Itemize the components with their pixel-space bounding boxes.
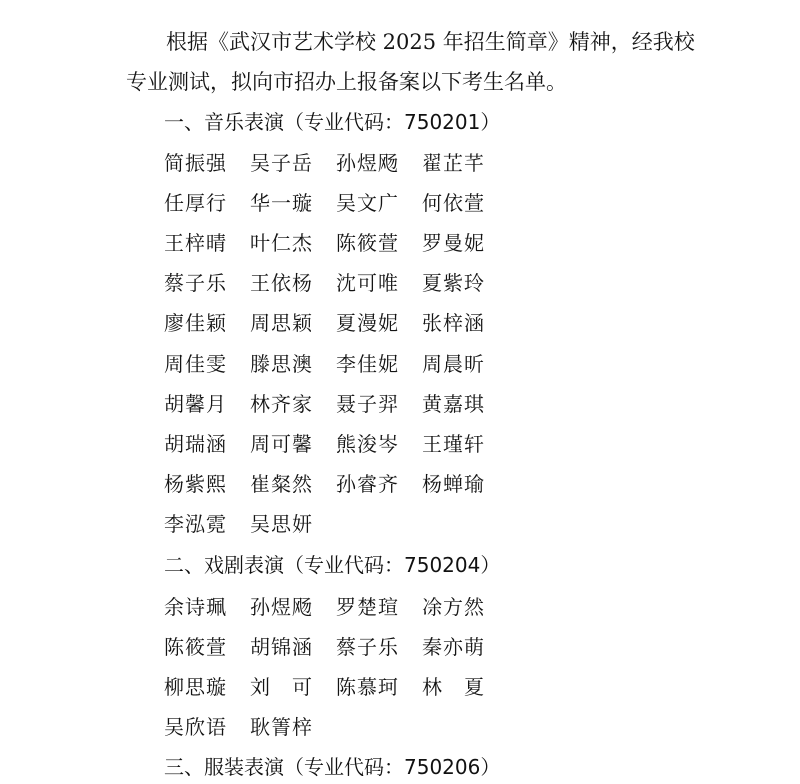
student-name: 周佳雯 — [164, 351, 227, 376]
student-name: 聂子羿 — [336, 391, 399, 416]
name-row — [164, 625, 508, 665]
student-name: 夏紫玲 — [422, 271, 485, 296]
section-names-music — [164, 141, 508, 543]
student-name: 李泓霓 — [164, 512, 227, 537]
name-row — [164, 503, 508, 543]
name-row — [164, 221, 508, 261]
student-name: 廖佳颖 — [164, 311, 227, 336]
student-name: 周晨昕 — [422, 351, 485, 376]
name-row — [164, 585, 508, 625]
student-name: 凃方然 — [422, 594, 485, 619]
intro-paragraph — [126, 22, 706, 102]
student-name: 吴子岳 — [250, 150, 313, 175]
student-name: 周可馨 — [250, 431, 313, 456]
student-name: 孙煜飏 — [250, 594, 313, 619]
student-name: 秦亦萌 — [422, 634, 485, 659]
section-heading-drama: 二、戏剧表演（专业代码：750204） — [164, 553, 501, 577]
student-name: 王瑾轩 — [422, 431, 485, 456]
student-name: 叶仁杰 — [250, 230, 313, 255]
student-name: 林齐家 — [250, 391, 313, 416]
student-name: 胡馨月 — [164, 391, 227, 416]
student-name: 黄嘉琪 — [422, 391, 485, 416]
student-name: 熊浚岑 — [336, 431, 399, 456]
student-name: 吴文广 — [336, 190, 399, 215]
student-name: 杨蝉瑜 — [422, 472, 485, 497]
student-name: 林 夏 — [422, 674, 485, 699]
name-row — [164, 262, 508, 302]
name-row — [164, 706, 508, 746]
section-heading-fashion: 三、服装表演（专业代码：750206） — [164, 755, 501, 779]
section-names-drama — [164, 585, 508, 746]
section-heading-music: 一、音乐表演（专业代码：750201） — [164, 110, 501, 134]
name-row — [164, 302, 508, 342]
name-row — [164, 342, 508, 382]
student-name: 吴欣语 — [164, 715, 227, 740]
student-name: 蔡子乐 — [336, 634, 399, 659]
student-name: 翟芷芊 — [422, 150, 485, 175]
student-name: 华一璇 — [250, 190, 313, 215]
student-name: 柳思璇 — [164, 674, 227, 699]
student-name: 夏漫妮 — [336, 311, 399, 336]
student-name: 何依萱 — [422, 190, 485, 215]
student-name: 胡瑞涵 — [164, 431, 227, 456]
name-row — [164, 422, 508, 462]
student-name: 孙睿齐 — [336, 472, 399, 497]
student-name: 耿箐梓 — [250, 715, 313, 740]
student-name: 杨紫熙 — [164, 472, 227, 497]
name-row — [164, 141, 508, 181]
student-name: 沈可唯 — [336, 271, 399, 296]
student-name: 罗楚瑄 — [336, 594, 399, 619]
student-name: 吴思妍 — [250, 512, 313, 537]
intro-line-2: 专业测试，拟向市招办上报备案以下考生名单。 — [126, 70, 567, 94]
student-name: 王梓晴 — [164, 230, 227, 255]
student-name: 王依杨 — [250, 271, 313, 296]
student-name: 陈慕珂 — [336, 674, 399, 699]
student-name: 崔粲然 — [250, 472, 313, 497]
intro-line-1: 根据《武汉市艺术学校 2025 年招生简章》精神，经我校 — [166, 30, 695, 54]
student-name: 余诗珮 — [164, 594, 227, 619]
student-name: 陈筱萱 — [336, 230, 399, 255]
name-row — [164, 382, 508, 422]
student-name: 简振强 — [164, 150, 227, 175]
student-name: 刘 可 — [250, 674, 313, 699]
student-name: 张梓涵 — [422, 311, 485, 336]
student-name: 李佳妮 — [336, 351, 399, 376]
name-row — [164, 463, 508, 503]
student-name: 周思颖 — [250, 311, 313, 336]
name-row — [164, 181, 508, 221]
student-name: 孙煜飏 — [336, 150, 399, 175]
student-name: 任厚行 — [164, 190, 227, 215]
name-row — [164, 665, 508, 705]
student-name: 胡锦涵 — [250, 634, 313, 659]
student-name: 罗曼妮 — [422, 230, 485, 255]
student-name: 滕思澳 — [250, 351, 313, 376]
student-name: 陈筱萱 — [164, 634, 227, 659]
student-name: 蔡子乐 — [164, 271, 227, 296]
